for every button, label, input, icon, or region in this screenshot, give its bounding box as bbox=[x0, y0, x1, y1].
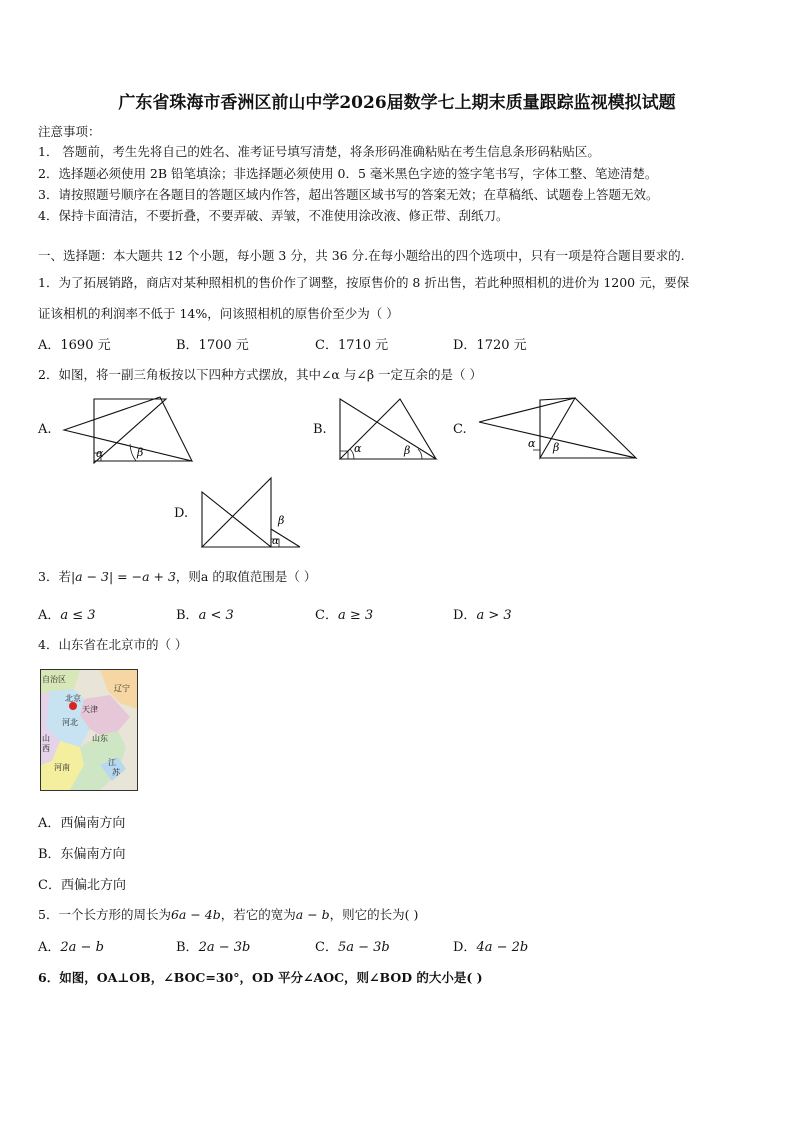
q4-map-label: 江 bbox=[108, 758, 116, 767]
q5-width: a − b bbox=[295, 907, 330, 922]
q2-figure-c bbox=[475, 396, 641, 464]
q4-map bbox=[40, 669, 138, 791]
q5-stem-pre: 5．一个长方形的周长为 bbox=[38, 907, 171, 922]
q3-option-c-label: C． bbox=[315, 608, 338, 623]
q5-perimeter: 6a − 4b bbox=[170, 907, 221, 922]
notice-item: 1． 答题前，考生先将自己的姓名、准考证号填写清楚，将条形码准确粘贴在考生信息条形码粘贴区。 bbox=[38, 144, 600, 159]
q2-alpha-label: α bbox=[528, 437, 536, 450]
q1-stem-line1: 1．为了拓展销路，商店对某种照相机的售价作了调整，按原售价的 8 折出售，若此种照相机的进价为 1200 元，要保 bbox=[38, 275, 690, 290]
q5-option-d bbox=[453, 936, 528, 955]
q5-option-b-label: B． bbox=[176, 940, 199, 955]
notice-heading: 注意事项： bbox=[38, 124, 101, 139]
q4-stem: 4．山东省在北京市的（ ） bbox=[38, 637, 188, 652]
q3-option-c bbox=[315, 604, 373, 623]
q1-option-a: A．1690 元 bbox=[38, 338, 111, 353]
q3-stem-pre: 3．若 bbox=[38, 569, 71, 584]
q5-option-a bbox=[38, 936, 104, 955]
q2-beta-label: β bbox=[137, 446, 144, 459]
q2-beta-label: β bbox=[553, 441, 560, 454]
q2-figure-b bbox=[336, 396, 440, 464]
q5-stem-mid: ，若它的宽为 bbox=[220, 907, 296, 922]
q3-stem-post: ，则a 的取值范围是（ ） bbox=[175, 569, 317, 584]
q4-map-label: 自治区 bbox=[42, 675, 66, 684]
q4-map-label: 山东 bbox=[92, 734, 108, 743]
q1-option-d: D．1720 元 bbox=[453, 338, 527, 353]
q3-option-a-math: a ≤ 3 bbox=[60, 608, 96, 623]
q2-label-b: B. bbox=[313, 422, 327, 437]
q5-option-a-label: A． bbox=[38, 940, 61, 955]
q1-option-c: C．1710 元 bbox=[315, 338, 389, 353]
q3-option-c-math: a ≥ 3 bbox=[337, 608, 374, 623]
section-heading: 一、选择题：本大题共 12 个小题，每小题 3 分，共 36 分.在每小题给出的四个选项中，只有一项是符合题目要求的. bbox=[38, 248, 685, 263]
q5-option-d-label: D． bbox=[453, 940, 477, 955]
q3-option-b-label: B． bbox=[176, 608, 199, 623]
q4-map-label: 北京 bbox=[65, 694, 81, 703]
q5-option-c-math: 5a − 3b bbox=[337, 940, 390, 955]
q6-stem: 6．如图，OA⊥OB，∠BOC=30°，OD 平分∠AOC，则∠BOD 的大小是( ) bbox=[38, 970, 483, 985]
q3-option-b bbox=[176, 604, 234, 623]
q1-option-b: B．1700 元 bbox=[176, 338, 249, 353]
q5-option-a-math: 2a − b bbox=[60, 940, 104, 955]
page-title: 广东省珠海市香洲区前山中学2026届数学七上期末质量跟踪监视模拟试题 bbox=[118, 93, 676, 113]
notice-item: 4．保持卡面清洁，不要折叠，不要弄破、弄皱，不准使用涂改液、修正带、刮纸刀。 bbox=[38, 208, 509, 223]
q2-label-a: A. bbox=[38, 422, 52, 437]
q4-map-label: 辽宁 bbox=[114, 684, 130, 693]
q1-stem-line2: 证该相机的利润率不低于 14%，问该照相机的原售价至少为（ ） bbox=[38, 306, 399, 321]
q3-option-d-label: D． bbox=[453, 608, 477, 623]
q2-label-d: D. bbox=[174, 506, 189, 521]
q5-option-b bbox=[176, 936, 250, 955]
q4-map-label: 西 bbox=[42, 744, 50, 753]
q2-stem: 2．如图，将一副三角板按以下四种方式摆放，其中∠α 与∠β 一定互余的是（ ） bbox=[38, 367, 482, 382]
q4-map-label: 苏 bbox=[112, 768, 120, 777]
q2-beta-label: β bbox=[404, 444, 411, 457]
q3-option-a bbox=[38, 604, 96, 623]
q3-option-a-label: A． bbox=[38, 608, 61, 623]
q2-alpha-label: α bbox=[354, 442, 362, 455]
q3-option-d bbox=[453, 604, 512, 623]
q5-option-c bbox=[315, 936, 390, 955]
q2-label-c: C. bbox=[453, 422, 467, 437]
q5-option-c-label: C． bbox=[315, 940, 338, 955]
q5-stem-post: ，则它的长为( ) bbox=[329, 907, 419, 922]
q4-option-b: B．东偏南方向 bbox=[38, 847, 126, 862]
q4-option-a: A．西偏南方向 bbox=[38, 816, 126, 831]
q5-option-d-math: 4a − 2b bbox=[476, 940, 529, 955]
q3-option-d-math: a > 3 bbox=[476, 608, 512, 623]
q5-stem bbox=[38, 905, 418, 923]
q4-map-label: 河北 bbox=[62, 718, 78, 727]
q2-beta-label: β bbox=[278, 514, 285, 527]
q4-option-c: C．西偏北方向 bbox=[38, 878, 126, 893]
q3-expression: |a − 3| = −a + 3 bbox=[70, 569, 176, 584]
q4-map-label: 山 bbox=[42, 734, 50, 743]
q3-stem bbox=[38, 567, 316, 585]
q2-figure-d bbox=[198, 474, 304, 552]
notice-item: 2．选择题必须使用 2B 铅笔填涂；非选择题必须使用 0．5 毫米黑色字迹的签字笔书写，字体工整、笔迹清楚。 bbox=[38, 166, 658, 181]
q2-alpha-label: α bbox=[96, 447, 104, 460]
q3-option-b-math: a < 3 bbox=[198, 608, 234, 623]
q4-map-label: 河南 bbox=[54, 763, 70, 772]
q5-option-b-math: 2a − 3b bbox=[198, 940, 251, 955]
q2-alpha-label: α bbox=[272, 536, 279, 547]
notice-item: 3．请按照题号顺序在各题目的答题区域内作答，超出答题区域书写的答案无效；在草稿纸、试题卷上答题无效。 bbox=[38, 187, 659, 202]
q2-figure-a bbox=[60, 396, 196, 464]
q4-map-label: 天津 bbox=[82, 705, 98, 714]
